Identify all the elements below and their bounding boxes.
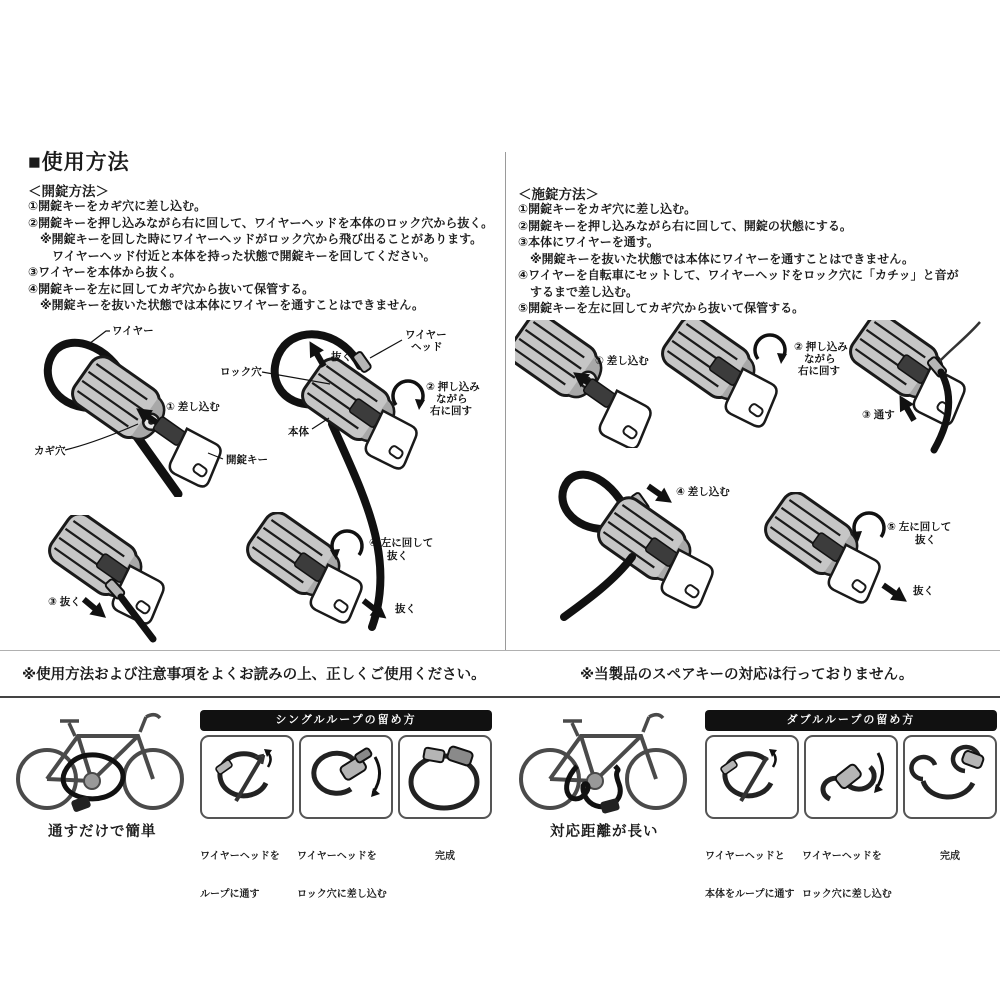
single-loop-step3-art bbox=[400, 737, 489, 816]
rotate-ccw-icon bbox=[852, 513, 884, 542]
double-loop-panel-1 bbox=[705, 735, 799, 819]
double-loop-header: ダブルループの留め方 bbox=[705, 710, 997, 731]
label-body: 本体 bbox=[288, 426, 309, 438]
label-unlock-key: 開錠キー bbox=[226, 454, 268, 466]
wire-thin bbox=[939, 322, 980, 362]
unlock-step-line: ②開錠キーを押し込みながら右に回して、ワイヤーヘッドを本体のロック穴から抜く。 bbox=[28, 215, 494, 230]
double-loop-caption: 対応距離が長い bbox=[550, 824, 659, 840]
label-lock-hole: ロック穴 bbox=[220, 366, 262, 378]
double-loop-step1-art bbox=[707, 737, 796, 816]
bike-single-loop bbox=[12, 704, 192, 818]
label-wirehead-1: ワイヤー bbox=[405, 329, 447, 341]
pull-arrow-icon bbox=[79, 593, 111, 624]
label-step2-2: ながら bbox=[436, 393, 468, 405]
label-step2-1: ② 押し込み bbox=[426, 381, 480, 393]
notice-top-rule bbox=[0, 650, 1000, 651]
single-loop-caption: 通すだけで簡単 bbox=[48, 824, 157, 840]
diagram-lock-step2 bbox=[652, 320, 860, 448]
lock-on-bike-icon bbox=[600, 798, 620, 814]
lock-body-icon bbox=[67, 351, 174, 449]
single-loop-step1-art bbox=[202, 737, 291, 816]
unlock-step-line: ①開錠キーをカギ穴に差し込む。 bbox=[28, 199, 207, 213]
column-divider bbox=[505, 152, 506, 650]
lock-step-line: ②開錠キーを押し込みながら右に回して、開錠の状態にする。 bbox=[518, 218, 852, 233]
label-step2-3: 右に回す bbox=[798, 365, 840, 377]
double-loop-caption-3: 完成 bbox=[940, 851, 960, 862]
unlock-steps bbox=[28, 198, 493, 314]
unlock-step-line: ③ワイヤーを本体から抜く。 bbox=[28, 265, 182, 279]
lock-step-line: ⑤開錠キーを左に回してカギ穴から抜いて保管する。 bbox=[518, 301, 805, 315]
label-step4-pull: 抜く bbox=[395, 603, 416, 615]
single-loop-caption-1: ワイヤーヘッドを ループに通す bbox=[200, 851, 280, 900]
single-loop-caption-2: ワイヤーヘッドを ロック穴に差し込む bbox=[297, 851, 387, 900]
unlock-step-line: ※開錠キーを回した時にワイヤーヘッドがロック穴から飛び出ることがあります。 bbox=[28, 232, 483, 246]
pull-arrow-icon bbox=[879, 579, 912, 609]
rotate-ccw-icon bbox=[330, 531, 362, 560]
label-wirehead-2: ヘッド bbox=[411, 341, 443, 353]
single-loop-panel-1 bbox=[200, 735, 294, 819]
diagram-lock-step3 bbox=[838, 320, 993, 460]
lock-steps bbox=[518, 201, 959, 317]
lock-step-line: ④ワイヤーを自転車にセットして、ワイヤーヘッドをロック穴に「カチッ」と音が bbox=[518, 268, 959, 282]
page-title: ■使用方法 bbox=[28, 151, 130, 174]
single-loop-caption-3: 完成 bbox=[435, 851, 455, 862]
double-loop-step3-art bbox=[905, 737, 994, 816]
label-step3: ③ 通す bbox=[862, 409, 895, 421]
double-loop-caption-1: ワイヤーヘッドと 本体をループに通す bbox=[705, 851, 795, 900]
double-loop-panel-3 bbox=[903, 735, 997, 819]
single-loop-panel-3 bbox=[398, 735, 492, 819]
label-keyhole: カギ穴 bbox=[34, 445, 66, 457]
single-loop-step2-art bbox=[301, 737, 390, 816]
bike-double-loop bbox=[515, 704, 695, 818]
unlock-step-line: ※開錠キーを抜いた状態では本体にワイヤーを通すことはできません。 bbox=[28, 298, 425, 312]
unlock-step-line: ④開錠キーを左に回してカギ穴から抜いて保管する。 bbox=[28, 281, 315, 296]
notice-bottom-rule bbox=[0, 696, 1000, 698]
lock-step-line: ③本体にワイヤーを通す。 bbox=[518, 235, 659, 249]
unlock-step-line: ワイヤーヘッド付近と本体を持った状態で開錠キーを回してください。 bbox=[28, 248, 436, 263]
double-loop-panel-2 bbox=[804, 735, 898, 819]
double-loop-caption-2: ワイヤーヘッドを ロック穴に差し込む bbox=[802, 851, 892, 900]
unlock-heading: ＜開錠方法＞ bbox=[28, 184, 109, 199]
bicycle-icon bbox=[18, 715, 182, 808]
label-step4-2: 抜く bbox=[387, 550, 408, 562]
label-pull: 抜く bbox=[331, 351, 352, 363]
notice-left: ※使用方法および注意事項をよくお読みの上、正しくご使用ください。 bbox=[22, 667, 486, 683]
label-step2-1: ② 押し込み bbox=[794, 341, 848, 353]
diagram-unlock-step3 bbox=[45, 515, 240, 645]
rotate-cw-icon bbox=[393, 381, 425, 410]
label-wire: ワイヤー bbox=[112, 325, 154, 337]
label-step2-3: 右に回す bbox=[430, 405, 472, 417]
lock-step-line: するまで差し込む。 bbox=[518, 284, 639, 299]
rotate-cw-icon bbox=[755, 335, 787, 364]
label-step5-1: ⑤ 左に回して bbox=[887, 521, 952, 533]
label-step4: ④ 差し込む bbox=[676, 486, 730, 498]
label-step5-2: 抜く bbox=[915, 534, 936, 546]
label-step2-2: ながら bbox=[804, 353, 836, 365]
label-step5-pull: 抜く bbox=[913, 585, 934, 597]
label-step3: ③ 抜く bbox=[48, 596, 81, 608]
label-step1: ① 差し込む bbox=[166, 401, 220, 413]
lock-heading: ＜施錠方法＞ bbox=[518, 187, 599, 202]
diagram-lock-step5 bbox=[745, 492, 993, 632]
lock-step-line: ①開錠キーをカギ穴に差し込む。 bbox=[518, 202, 697, 216]
notice-right: ※当製品のスペアキーの対応は行っておりません。 bbox=[580, 667, 914, 683]
bicycle-icon bbox=[521, 715, 685, 808]
single-loop-header: シングルループの留め方 bbox=[200, 710, 492, 731]
label-step1: ① 差し込む bbox=[595, 355, 649, 367]
single-loop-panel-2 bbox=[299, 735, 393, 819]
double-loop-step2-art bbox=[806, 737, 895, 816]
pull-arrow-icon bbox=[359, 594, 392, 624]
diagram-unlock-step4 bbox=[245, 512, 470, 644]
lock-step-line: ※開錠キーを抜いた状態では本体にワイヤーを通すことはできません。 bbox=[518, 251, 915, 266]
label-step4-1: ④ 左に回して bbox=[369, 537, 434, 549]
wire-tail bbox=[564, 557, 632, 617]
diagram-lock-step1 bbox=[515, 320, 655, 448]
